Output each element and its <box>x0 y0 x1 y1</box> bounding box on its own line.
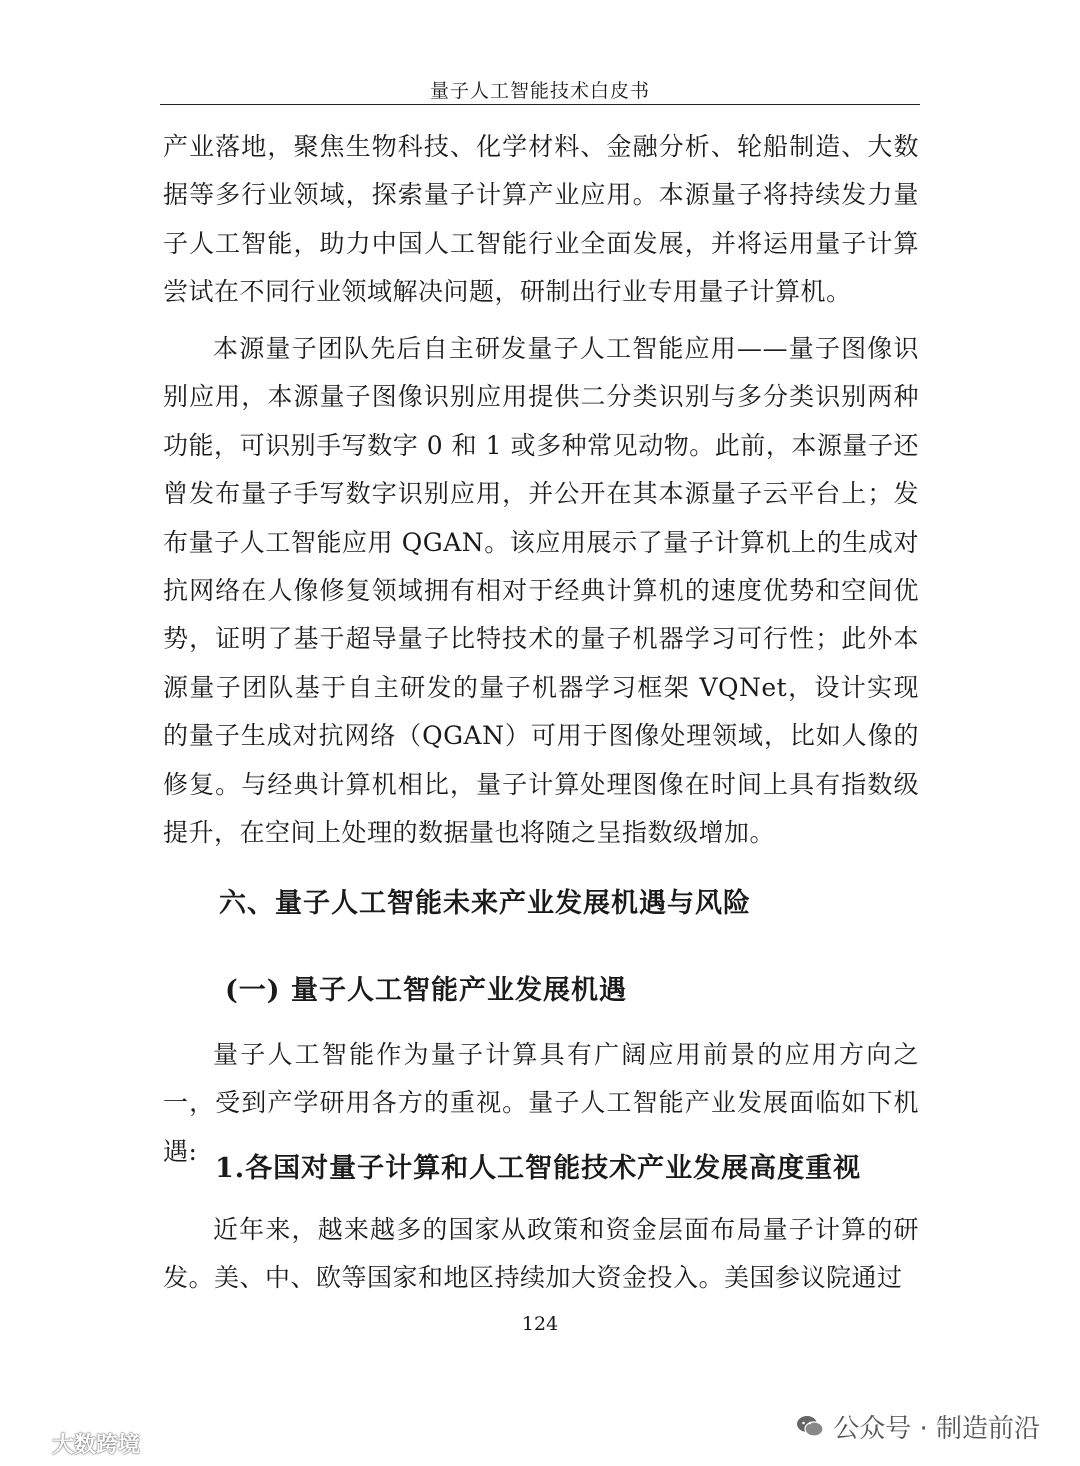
wechat-icon <box>795 1414 825 1440</box>
section-heading: 六、量子人工智能未来产业发展机遇与风险 <box>219 888 751 919</box>
page-number: 124 <box>521 1313 559 1335</box>
subsection-heading: (一) 量子人工智能产业发展机遇 <box>225 975 627 1006</box>
source-watermark <box>8 1428 140 1459</box>
source-watermark-text: 大数跨境 <box>52 1433 141 1458</box>
wechat-watermark-text: 公众号 · 制造前沿 <box>833 1414 1040 1444</box>
body-paragraph-3: 量子人工智能作为量子计算具有广阔应用前景的应用方向之一，受到产学研用各方的重视。量子人工智能产业发展面临如下机遇: <box>163 1040 919 1166</box>
body-paragraph-1: 产业落地，聚焦生物科技、化学材料、金融分析、轮船制造、大数据等多行业领域，探索量子计算产业应用。本源量子将持续发力量子人工智能，助力中国人工智能行业全面发展，并将运用量子计算尝试在不同行业领域解决问题，研制出行业专用量子计算机。 <box>163 132 919 307</box>
topic-heading: 1.各国对量子计算和人工智能技术产业发展高度重视 <box>215 1153 862 1184</box>
brand-logo-icon <box>8 1430 48 1458</box>
wechat-watermark <box>795 1408 1040 1445</box>
body-paragraph-4: 近年来，越来越多的国家从政策和资金层面布局量子计算的研发。美、中、欧等国家和地区持续加大资金投入。美国参议院通过 <box>163 1215 919 1293</box>
header-divider <box>160 104 920 105</box>
body-paragraph-2: 本源量子团队先后自主研发量子人工智能应用——量子图像识别应用，本源量子图像识别应用提供二分类识别与多分类识别两种功能，可识别手写数字 0 和 1 或多种常见动物。此前，本源量子还曾发布量子手写数字识别应用，并公开在其本源量子云平台上；发布量子人工智能应用 QGAN。该应用展示了量子计算机上的生成对抗网络在人像修复领域拥有相对于经典计算机的速度优势和空间优势，证明了基于超导量子比特技术的量子机器学习可行性；此外本源量子团队基于自主研发的量子机器学习框架 VQNet，设计实现的量子生成对抗网络（QGAN）可用于图像处理领域，比如人像的修复。与经典计算机相比，量子计算处理图像在时间上具有指数级提升，在空间上处理的数据量也将随之呈指数级增加。 <box>163 334 919 848</box>
running-header-title: 量子人工智能技术白皮书 <box>429 80 650 102</box>
